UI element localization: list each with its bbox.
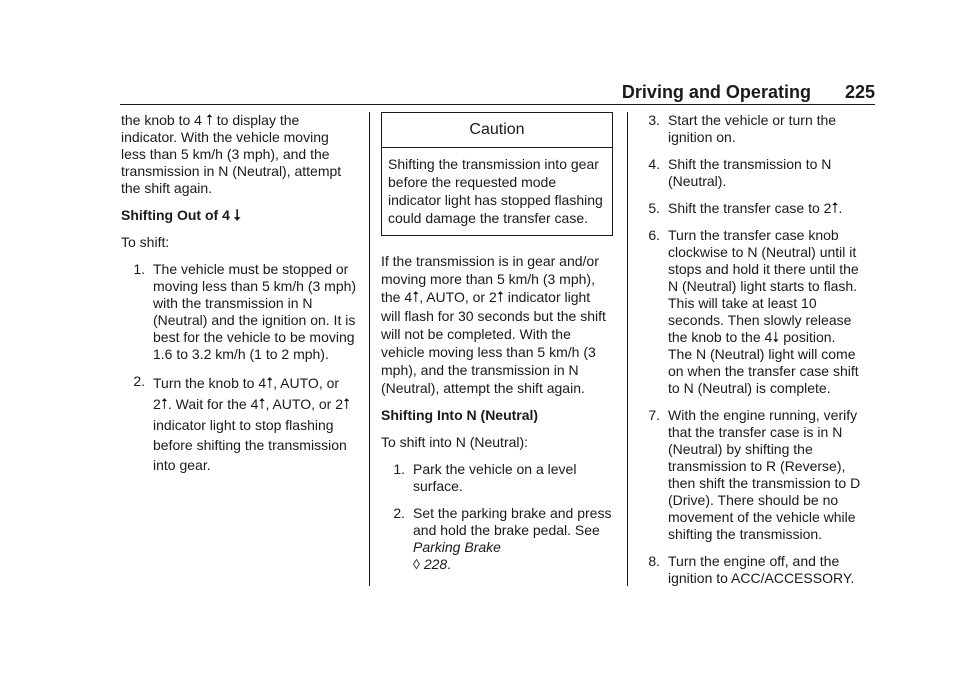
- shift-out-steps: [121, 261, 357, 475]
- page-number: 225: [844, 82, 875, 102]
- arrow-up-icon: ⭡: [831, 200, 839, 217]
- arrow-up-icon: ⭡: [412, 289, 420, 306]
- column-divider: [369, 112, 370, 586]
- arrow-up-icon: ⭡: [258, 396, 266, 413]
- arrow-up-icon: ⭡: [266, 375, 274, 392]
- list-item: 5. Shift the transfer case to 2⭡.: [648, 200, 843, 217]
- list-item: 1. Park the vehicle on a level surface.: [393, 461, 577, 494]
- list-item: 3. Start the vehicle or turn the ignition on.: [648, 112, 837, 145]
- arrow-up-icon: ⭡: [342, 396, 351, 413]
- gear-paragraph: If the transmission is in gear and/or moving more than 5 km/h (3 mph), the 4⭡, AUTO, or 2⭡ indicator light will flash for 30 seconds but the shift will not be completed. With the vehicle moving less than 5 km/h (3 mph), and the transmission in N (Neutral), attempt the shift again.: [381, 253, 606, 396]
- to-shift-neutral-label: To shift into N (Neutral):: [381, 434, 529, 450]
- page-ref[interactable]: 228: [423, 556, 448, 572]
- list-item: 7. With the engine running, verify that the transfer case is in N (Neutral) by shifting the transmission to R (Reverse), then shift the transmission to D (Drive). There should be no movement of the vehicle while shifting the transmission.: [648, 407, 861, 542]
- list-item: 4. Shift the transmission to N (Neutral).: [648, 156, 832, 189]
- arrow-down-icon: ⭣: [772, 329, 780, 346]
- column-divider: [627, 112, 628, 586]
- parking-brake-link[interactable]: Parking Brake: [413, 539, 501, 555]
- arrow-up-icon: ⭡: [160, 396, 168, 413]
- arrow-up-icon: ⭡: [205, 112, 213, 129]
- caution-box: [381, 112, 613, 236]
- arrow-up-icon: ⭡: [496, 289, 504, 306]
- heading-shifting-out: Shifting Out of 4 ⭣: [121, 207, 241, 224]
- page-header: [120, 82, 875, 103]
- to-shift-label: To shift:: [121, 234, 170, 250]
- list-item: 2. Turn the knob to 4⭡, AUTO, or 2⭡. Wait for the 4⭡, AUTO, or 2⭡ indicator light to stop flashing before shifting the transmission into gear.: [133, 373, 351, 473]
- page-ref-icon: ◊: [413, 556, 420, 572]
- shift-into-neutral-steps: [381, 461, 613, 573]
- list-item: 8. Turn the engine off, and the ignition to ACC/ACCESSORY.: [648, 553, 855, 586]
- list-item: 1. The vehicle must be stopped or moving less than 5 km/h (3 mph) with the transmission in N (Neutral) and the ignition on. It is best for the vehicle to be moving 1.6 to 3.2 km/h (1 to 2 mph).: [133, 261, 357, 362]
- list-item: 6. Turn the transfer case knob clockwise to N (Neutral) until it stops and hold it there until the N (Neutral) light starts to flash. This will take at least 10 seconds. Then slowly release the knob to the 4⭣ position. The N (Neutral) light will come on when the transfer case shift to N (Neutral) is complete.: [648, 227, 859, 396]
- intro-paragraph: the knob to 4 ⭡ to display the indicator. With the vehicle moving less than 5 km/h (3 mph), and the transmission in N (Neutral), attempt the shift again.: [121, 112, 342, 196]
- column-right: [640, 112, 862, 597]
- heading-shifting-into-neutral: Shifting Into N (Neutral): [381, 407, 539, 423]
- arrow-down-icon: ⭣: [233, 207, 241, 224]
- caution-title: Caution: [382, 113, 612, 148]
- column-left: [121, 112, 357, 485]
- shift-into-neutral-steps-cont: [640, 112, 862, 587]
- header-rule: [120, 104, 875, 105]
- section-title: Driving and Operating: [621, 82, 811, 102]
- caution-body: Shifting the transmission into gear before the requested mode indicator light has stopped flashing could damage the transfer case.: [388, 156, 603, 226]
- list-item: 2. Set the parking brake and press and hold the brake pedal. See Parking Brake ◊ 228.: [393, 505, 612, 572]
- column-middle: [381, 112, 613, 583]
